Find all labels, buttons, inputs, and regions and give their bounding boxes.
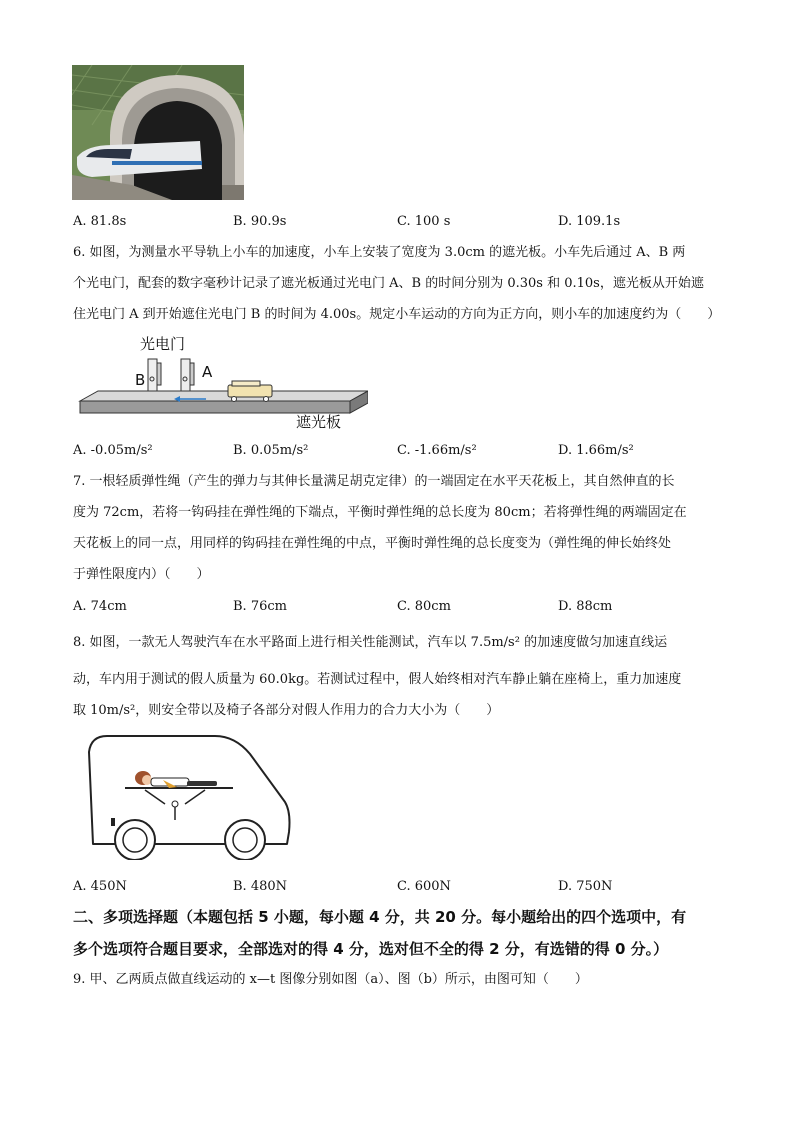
gate-a-label: A	[202, 363, 213, 381]
q7-option-d: D. 88cm	[558, 599, 613, 614]
section-2-heading-line-1: 二、多项选择题（本题包括 5 小题，每小题 4 分，共 20 分。每小题给出的四个选项中，有	[73, 908, 687, 926]
q6-option-d: D. 1.66m/s²	[558, 443, 634, 458]
q5-option-a: A. 81.8s	[73, 214, 127, 229]
q7-option-b: B. 76cm	[233, 599, 287, 614]
gate-b-label: B	[135, 371, 146, 389]
q6-option-b: B. 0.05m/s²	[233, 443, 309, 458]
q9-stem-line-1: 9. 甲、乙两质点做直线运动的 x—t 图像分别如图（a）、图（b）所示，由图可知（ ）	[73, 972, 588, 987]
q7-stem-line-2: 度为 72cm，若将一钩码挂在弹性绳的下端点，平衡时弹性绳的总长度为 80cm；若将弹性绳的两端固定在	[73, 505, 687, 520]
shading-board-label: 遮光板	[296, 413, 342, 431]
q6-stem-line-3: 住光电门 A 到开始遮住光电门 B 的时间为 4.00s。规定小车运动的方向为正方向，则小车的加速度约为（ ）	[73, 307, 721, 322]
q8-stem-line-1: 8. 如图，一款无人驾驶汽车在水平路面上进行相关性能测试，汽车以 7.5m/s² 的加速度做匀加速直线运	[73, 635, 668, 650]
q6-stem-line-1: 6. 如图，为测量水平导轨上小车的加速度，小车上安装了宽度为 3.0cm 的遮光板。小车先后通过 A、B 两	[73, 245, 686, 260]
q8-option-c: C. 600N	[397, 879, 451, 894]
q5-option-c: C. 100 s	[397, 214, 451, 229]
q8-option-a: A. 450N	[73, 879, 127, 894]
photogate-track-diagram	[78, 333, 368, 433]
q7-option-c: C. 80cm	[397, 599, 451, 614]
q6-option-a: A. -0.05m/s²	[73, 443, 153, 458]
section-2-heading-line-2: 多个选项符合题目要求，全部选对的得 4 分，选对但不全的得 2 分，有选错的得 0 分。）	[73, 940, 669, 958]
q6-option-c: C. -1.66m/s²	[397, 443, 477, 458]
q7-stem-line-3: 天花板上的同一点，用同样的钩码挂在弹性绳的中点，平衡时弹性绳的总长度变为（弹性绳的伸长始终处	[73, 536, 672, 551]
q7-stem-line-1: 7. 一根轻质弹性绳（产生的弹力与其伸长量满足胡克定律）的一端固定在水平天花板上，其自然伸直的长	[73, 474, 675, 489]
driverless-car-figure	[85, 732, 295, 860]
q7-stem-line-4: 于弹性限度内）（ ）	[73, 567, 210, 582]
photogate-label: 光电门	[140, 335, 186, 353]
q6-stem-line-2: 个光电门，配套的数字毫秒计记录了遮光板通过光电门 A、B 的时间分别为 0.30s 和 0.10s，遮光板从开始遮	[73, 276, 704, 291]
q5-option-d: D. 109.1s	[558, 214, 621, 229]
q8-stem-line-2: 动，车内用于测试的假人质量为 60.0kg。若测试过程中，假人始终相对汽车静止躺在座椅上，重力加速度	[73, 672, 682, 687]
q8-option-b: B. 480N	[233, 879, 288, 894]
q7-option-a: A. 74cm	[73, 599, 127, 614]
q8-stem-line-3: 取 10m/s²，则安全带以及椅子各部分对假人作用力的合力大小为（ ）	[73, 703, 500, 718]
q8-option-d: D. 750N	[558, 879, 613, 894]
train-tunnel-photo	[72, 65, 244, 200]
q5-option-b: B. 90.9s	[233, 214, 287, 229]
